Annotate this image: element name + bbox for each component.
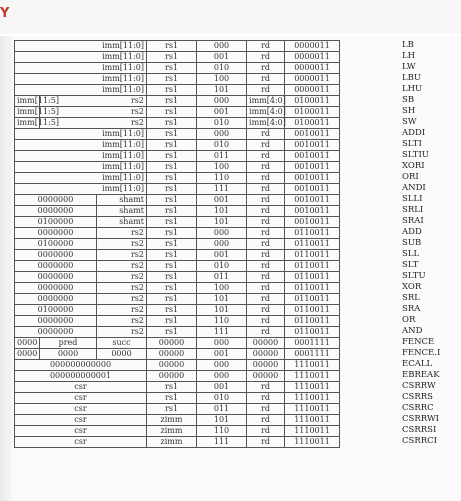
instruction-mnemonic: SRAI bbox=[402, 216, 424, 226]
opcode-field: 0000011 bbox=[285, 63, 340, 74]
rs1-field: rs1 bbox=[147, 404, 197, 415]
opcode-field: 0110011 bbox=[285, 228, 340, 239]
opcode-field: 0100011 bbox=[285, 96, 340, 107]
opcode-field: 1110011 bbox=[285, 382, 340, 393]
rs2-field: shamt bbox=[97, 217, 147, 228]
opcode-field: 0110011 bbox=[285, 305, 340, 316]
funct3-field: 011 bbox=[197, 272, 247, 283]
rd-field: rd bbox=[247, 63, 285, 74]
rd-field: 00000 bbox=[247, 371, 285, 382]
opcode-field: 1110011 bbox=[285, 426, 340, 437]
rs1-field: rs1 bbox=[147, 74, 197, 85]
imm-field: csr bbox=[15, 382, 147, 393]
funct7-field: 0000000 bbox=[15, 195, 97, 206]
rs1-field: zimm bbox=[147, 426, 197, 437]
imm-field: imm[11:0] bbox=[15, 63, 147, 74]
imm-field: csr bbox=[15, 437, 147, 448]
rd-field: rd bbox=[247, 195, 285, 206]
instruction-mnemonic: SW bbox=[402, 117, 417, 127]
instruction-mnemonic: ADDI bbox=[402, 128, 426, 138]
funct3-field: 000 bbox=[197, 239, 247, 250]
rs1-field: rs1 bbox=[147, 162, 197, 173]
funct3-field: 000 bbox=[197, 228, 247, 239]
rs1-field: rs1 bbox=[147, 305, 197, 316]
opcode-field: 0110011 bbox=[285, 316, 340, 327]
table-row bbox=[15, 41, 400, 52]
imm-field: imm[11:0] bbox=[15, 41, 147, 52]
funct3-field: 111 bbox=[197, 184, 247, 195]
funct7-field: 0100000 bbox=[15, 217, 97, 228]
funct7-field: 0000000 bbox=[15, 206, 97, 217]
funct3-field: 101 bbox=[197, 217, 247, 228]
rs2-field: rs2 bbox=[40, 107, 147, 118]
funct3-field: 001 bbox=[197, 195, 247, 206]
table-row bbox=[15, 63, 400, 74]
rs1-field: rs1 bbox=[147, 206, 197, 217]
table-row bbox=[15, 283, 400, 294]
rs1-field: rs1 bbox=[147, 173, 197, 184]
instruction-mnemonic: SLLI bbox=[402, 194, 423, 204]
rs2-field: rs2 bbox=[97, 283, 147, 294]
opcode-field: 0010011 bbox=[285, 151, 340, 162]
rd-field: rd bbox=[247, 327, 285, 338]
imm-lo-field: imm[4:0] bbox=[247, 107, 285, 118]
opcode-field: 1110011 bbox=[285, 371, 340, 382]
opcode-field: 0100011 bbox=[285, 107, 340, 118]
funct3-field: 100 bbox=[197, 162, 247, 173]
table-row bbox=[15, 360, 400, 371]
funct7-field: 0000000 bbox=[15, 261, 97, 272]
rs2-field: rs2 bbox=[97, 250, 147, 261]
opcode-field: 0000011 bbox=[285, 41, 340, 52]
rd-field: rd bbox=[247, 305, 285, 316]
instruction-mnemonic: OR bbox=[402, 315, 416, 325]
instruction-mnemonic: SLL bbox=[402, 249, 420, 259]
rd-field: rd bbox=[247, 140, 285, 151]
opcode-field: 0110011 bbox=[285, 294, 340, 305]
imm-field: imm[11:0] bbox=[15, 184, 147, 195]
rd-field: rd bbox=[247, 129, 285, 140]
opcode-field: 0010011 bbox=[285, 184, 340, 195]
table-row bbox=[15, 184, 400, 195]
rd-field: rd bbox=[247, 316, 285, 327]
rd-field: rd bbox=[247, 239, 285, 250]
rs1-field: rs1 bbox=[147, 316, 197, 327]
rd-field: rd bbox=[247, 41, 285, 52]
rd-field: rd bbox=[247, 415, 285, 426]
funct3-field: 000 bbox=[197, 360, 247, 371]
rs2-field: rs2 bbox=[97, 228, 147, 239]
imm-hi-field: imm[11:5] bbox=[15, 96, 40, 107]
instruction-mnemonic: LB bbox=[402, 40, 414, 50]
table-row bbox=[15, 52, 400, 63]
page-margin bbox=[0, 36, 12, 501]
rs1-field: rs1 bbox=[147, 107, 197, 118]
funct3-field: 000 bbox=[197, 129, 247, 140]
instruction-mnemonic: SB bbox=[402, 95, 415, 105]
instruction-mnemonic: LBU bbox=[402, 73, 422, 83]
instruction-mnemonic: SLT bbox=[402, 260, 419, 270]
funct3-field: 110 bbox=[197, 316, 247, 327]
imm-field: imm[11:0] bbox=[15, 85, 147, 96]
opcode-field: 0010011 bbox=[285, 162, 340, 173]
funct7-field: 0000000 bbox=[15, 316, 97, 327]
imm-field: imm[11:0] bbox=[15, 162, 147, 173]
rs1-field: rs1 bbox=[147, 63, 197, 74]
table-row bbox=[15, 239, 400, 250]
pred-field: 0000 bbox=[40, 349, 97, 360]
opcode-field: 0110011 bbox=[285, 261, 340, 272]
table-row bbox=[15, 415, 400, 426]
rs1-field: rs1 bbox=[147, 393, 197, 404]
rs2-field: rs2 bbox=[97, 239, 147, 250]
table-row bbox=[15, 107, 400, 118]
table-row bbox=[15, 305, 400, 316]
funct3-field: 011 bbox=[197, 151, 247, 162]
rd-field: rd bbox=[247, 184, 285, 195]
table-row bbox=[15, 261, 400, 272]
rs2-field: rs2 bbox=[40, 96, 147, 107]
opcode-field: 0110011 bbox=[285, 327, 340, 338]
table-row bbox=[15, 426, 400, 437]
rs1-field: rs1 bbox=[147, 261, 197, 272]
imm-lo-field: imm[4:0] bbox=[247, 118, 285, 129]
instruction-mnemonic: EBREAK bbox=[402, 370, 440, 380]
funct3-field: 100 bbox=[197, 283, 247, 294]
table-row bbox=[15, 327, 400, 338]
imm-hi-field: imm[11:5] bbox=[15, 118, 40, 129]
funct3-field: 001 bbox=[197, 250, 247, 261]
opcode-field: 0000011 bbox=[285, 74, 340, 85]
opcode-field: 0010011 bbox=[285, 206, 340, 217]
instruction-mnemonic: SRL bbox=[402, 293, 420, 303]
table-row bbox=[15, 173, 400, 184]
opcode-field: 0001111 bbox=[285, 338, 340, 349]
funct7-field: 0100000 bbox=[15, 305, 97, 316]
funct3-field: 000 bbox=[197, 371, 247, 382]
table-row bbox=[15, 162, 400, 173]
funct3-field: 111 bbox=[197, 327, 247, 338]
rd-field: rd bbox=[247, 228, 285, 239]
rd-field: rd bbox=[247, 261, 285, 272]
rs1-field: rs1 bbox=[147, 294, 197, 305]
instruction-mnemonic: ADD bbox=[402, 227, 422, 237]
funct3-field: 010 bbox=[197, 118, 247, 129]
opcode-field: 0110011 bbox=[285, 250, 340, 261]
rs1-field: rs1 bbox=[147, 217, 197, 228]
table-row bbox=[15, 74, 400, 85]
instruction-mnemonic: XORI bbox=[402, 161, 425, 171]
instruction-mnemonic: LHU bbox=[402, 84, 423, 94]
rs1-field: rs1 bbox=[147, 41, 197, 52]
rd-field: rd bbox=[247, 52, 285, 63]
instruction-mnemonic: SLTU bbox=[402, 271, 426, 281]
table-row bbox=[15, 349, 400, 360]
instruction-mnemonic: SRLI bbox=[402, 205, 424, 215]
rs1-field: rs1 bbox=[147, 272, 197, 283]
rs2-field: shamt bbox=[97, 195, 147, 206]
rs1-field: rs1 bbox=[147, 250, 197, 261]
rs2-field: rs2 bbox=[97, 261, 147, 272]
rd-field: rd bbox=[247, 393, 285, 404]
funct3-field: 101 bbox=[197, 305, 247, 316]
rs1-field: rs1 bbox=[147, 239, 197, 250]
rd-field: rd bbox=[247, 250, 285, 261]
opcode-field: 1110011 bbox=[285, 415, 340, 426]
funct3-field: 001 bbox=[197, 52, 247, 63]
table-row bbox=[15, 118, 400, 129]
instruction-mnemonic: ANDI bbox=[402, 183, 426, 193]
rd-field: rd bbox=[247, 404, 285, 415]
opcode-field: 0100011 bbox=[285, 118, 340, 129]
imm-field: csr bbox=[15, 415, 147, 426]
instruction-mnemonic: CSRRW bbox=[402, 381, 436, 391]
funct3-field: 110 bbox=[197, 173, 247, 184]
rs1-field: rs1 bbox=[147, 382, 197, 393]
instruction-mnemonic: FENCE.I bbox=[402, 348, 441, 358]
funct3-field: 001 bbox=[197, 349, 247, 360]
rs1-field: zimm bbox=[147, 437, 197, 448]
funct3-field: 000 bbox=[197, 41, 247, 52]
imm-field: imm[11:0] bbox=[15, 129, 147, 140]
funct3-field: 101 bbox=[197, 206, 247, 217]
table-row bbox=[15, 206, 400, 217]
opcode-field: 0000011 bbox=[285, 85, 340, 96]
opcode-field: 1110011 bbox=[285, 404, 340, 415]
funct3-field: 010 bbox=[197, 393, 247, 404]
opcode-field: 0000011 bbox=[285, 52, 340, 63]
header-strip bbox=[0, 0, 461, 34]
table-row bbox=[15, 129, 400, 140]
funct3-field: 101 bbox=[197, 415, 247, 426]
rd-field: rd bbox=[247, 151, 285, 162]
rs2-field: rs2 bbox=[97, 305, 147, 316]
rd-field: rd bbox=[247, 162, 285, 173]
instruction-encoding-table bbox=[14, 40, 400, 448]
imm-field: imm[11:0] bbox=[15, 52, 147, 63]
rd-field: rd bbox=[247, 173, 285, 184]
table-row bbox=[15, 140, 400, 151]
rd-field: rd bbox=[247, 382, 285, 393]
rs1-field: rs1 bbox=[147, 96, 197, 107]
table-row bbox=[15, 294, 400, 305]
rs1-field: 00000 bbox=[147, 349, 197, 360]
rd-field: rd bbox=[247, 437, 285, 448]
instruction-mnemonic: SRA bbox=[402, 304, 421, 314]
funct3-field: 000 bbox=[197, 96, 247, 107]
table-row bbox=[15, 96, 400, 107]
table-row bbox=[15, 85, 400, 96]
instruction-mnemonic: XOR bbox=[402, 282, 422, 292]
rd-field: rd bbox=[247, 294, 285, 305]
table-row bbox=[15, 217, 400, 228]
instruction-mnemonic: LH bbox=[402, 51, 416, 61]
funct3-field: 100 bbox=[197, 74, 247, 85]
rd-field: rd bbox=[247, 85, 285, 96]
opcode-field: 0110011 bbox=[285, 283, 340, 294]
instruction-mnemonic: SLTI bbox=[402, 139, 422, 149]
instruction-mnemonic: SH bbox=[402, 106, 416, 116]
instruction-mnemonic: CSRRC bbox=[402, 403, 434, 413]
funct3-field: 010 bbox=[197, 140, 247, 151]
rd-field: rd bbox=[247, 74, 285, 85]
rd-field: rd bbox=[247, 426, 285, 437]
funct3-field: 101 bbox=[197, 85, 247, 96]
funct7-field: 0000000 bbox=[15, 250, 97, 261]
rs1-field: rs1 bbox=[147, 140, 197, 151]
opcode-field: 1110011 bbox=[285, 437, 340, 448]
pred-field: pred bbox=[40, 338, 97, 349]
rd-field: 00000 bbox=[247, 338, 285, 349]
rs1-field: rs1 bbox=[147, 151, 197, 162]
rs1-field: rs1 bbox=[147, 184, 197, 195]
opcode-field: 0010011 bbox=[285, 195, 340, 206]
opcode-field: 0010011 bbox=[285, 217, 340, 228]
funct3-field: 010 bbox=[197, 63, 247, 74]
table-row bbox=[15, 437, 400, 448]
imm-field: imm[11:0] bbox=[15, 151, 147, 162]
rd-field: 00000 bbox=[247, 349, 285, 360]
table-row bbox=[15, 338, 400, 349]
funct3-field: 000 bbox=[197, 338, 247, 349]
rs2-field: rs2 bbox=[97, 294, 147, 305]
table-row bbox=[15, 250, 400, 261]
opcode-field: 0010011 bbox=[285, 173, 340, 184]
funct3-field: 010 bbox=[197, 261, 247, 272]
funct7-field: 0000000 bbox=[15, 272, 97, 283]
rs1-field: rs1 bbox=[147, 85, 197, 96]
rs1-field: 00000 bbox=[147, 371, 197, 382]
instruction-mnemonic: ECALL bbox=[402, 359, 433, 369]
rs1-field: 00000 bbox=[147, 338, 197, 349]
funct3-field: 101 bbox=[197, 294, 247, 305]
table-row bbox=[15, 195, 400, 206]
instruction-mnemonic: SUB bbox=[402, 238, 422, 248]
instruction-mnemonic: CSRRS bbox=[402, 392, 433, 402]
rs1-field: rs1 bbox=[147, 52, 197, 63]
funct3-field: 111 bbox=[197, 437, 247, 448]
succ-field: succ bbox=[97, 338, 147, 349]
funct3-field: 001 bbox=[197, 107, 247, 118]
opcode-field: 0010011 bbox=[285, 129, 340, 140]
table-row bbox=[15, 272, 400, 283]
instruction-mnemonic: CSRRCI bbox=[402, 436, 437, 446]
funct3-field: 001 bbox=[197, 382, 247, 393]
instruction-mnemonic: CSRRWI bbox=[402, 414, 440, 424]
rd-field: rd bbox=[247, 283, 285, 294]
opcode-field: 0110011 bbox=[285, 272, 340, 283]
rs1-field: rs1 bbox=[147, 195, 197, 206]
rd-field: rd bbox=[247, 272, 285, 283]
rs1-field: rs1 bbox=[147, 118, 197, 129]
fm-field: 0000 bbox=[15, 338, 40, 349]
rs2-field: rs2 bbox=[40, 118, 147, 129]
rs2-field: rs2 bbox=[97, 316, 147, 327]
imm-field: csr bbox=[15, 426, 147, 437]
rs2-field: shamt bbox=[97, 206, 147, 217]
instruction-mnemonic: ORI bbox=[402, 172, 419, 182]
table-row bbox=[15, 393, 400, 404]
instruction-mnemonic: CSRRSI bbox=[402, 425, 437, 435]
opcode-field: 0110011 bbox=[285, 239, 340, 250]
rs1-field: rs1 bbox=[147, 283, 197, 294]
rs1-field: rs1 bbox=[147, 327, 197, 338]
opcode-field: 0001111 bbox=[285, 349, 340, 360]
rd-field: rd bbox=[247, 217, 285, 228]
imm-field: 000000000001 bbox=[15, 371, 147, 382]
funct7-field: 0000000 bbox=[15, 228, 97, 239]
brand-logo-fragment: Y bbox=[0, 6, 11, 21]
rd-field: 00000 bbox=[247, 360, 285, 371]
instruction-mnemonic: AND bbox=[402, 326, 423, 336]
imm-lo-field: imm[4:0] bbox=[247, 96, 285, 107]
opcode-field: 0010011 bbox=[285, 140, 340, 151]
imm-hi-field: imm[11:5] bbox=[15, 107, 40, 118]
funct3-field: 110 bbox=[197, 426, 247, 437]
opcode-field: 1110011 bbox=[285, 393, 340, 404]
rs1-field: rs1 bbox=[147, 228, 197, 239]
imm-field: imm[11:0] bbox=[15, 173, 147, 184]
fm-field: 0000 bbox=[15, 349, 40, 360]
rs1-field: rs1 bbox=[147, 129, 197, 140]
funct3-field: 011 bbox=[197, 404, 247, 415]
table-row bbox=[15, 382, 400, 393]
table-row bbox=[15, 404, 400, 415]
imm-field: csr bbox=[15, 393, 147, 404]
imm-field: imm[11:0] bbox=[15, 74, 147, 85]
instruction-mnemonic: LW bbox=[402, 62, 416, 72]
imm-field: 000000000000 bbox=[15, 360, 147, 371]
rs1-field: zimm bbox=[147, 415, 197, 426]
instruction-mnemonic: FENCE bbox=[402, 337, 435, 347]
succ-field: 0000 bbox=[97, 349, 147, 360]
funct7-field: 0000000 bbox=[15, 283, 97, 294]
rd-field: rd bbox=[247, 206, 285, 217]
funct7-field: 0000000 bbox=[15, 294, 97, 305]
table-row bbox=[15, 316, 400, 327]
mnemonic-column bbox=[402, 40, 460, 447]
rs2-field: rs2 bbox=[97, 272, 147, 283]
funct7-field: 0100000 bbox=[15, 239, 97, 250]
rs2-field: rs2 bbox=[97, 327, 147, 338]
rs1-field: 00000 bbox=[147, 360, 197, 371]
funct7-field: 0000000 bbox=[15, 327, 97, 338]
imm-field: csr bbox=[15, 404, 147, 415]
table-row bbox=[15, 228, 400, 239]
document-page bbox=[0, 36, 461, 501]
opcode-field: 1110011 bbox=[285, 360, 340, 371]
imm-field: imm[11:0] bbox=[15, 140, 147, 151]
table-row bbox=[15, 371, 400, 382]
table-row bbox=[15, 151, 400, 162]
instruction-mnemonic: SLTIU bbox=[402, 150, 429, 160]
